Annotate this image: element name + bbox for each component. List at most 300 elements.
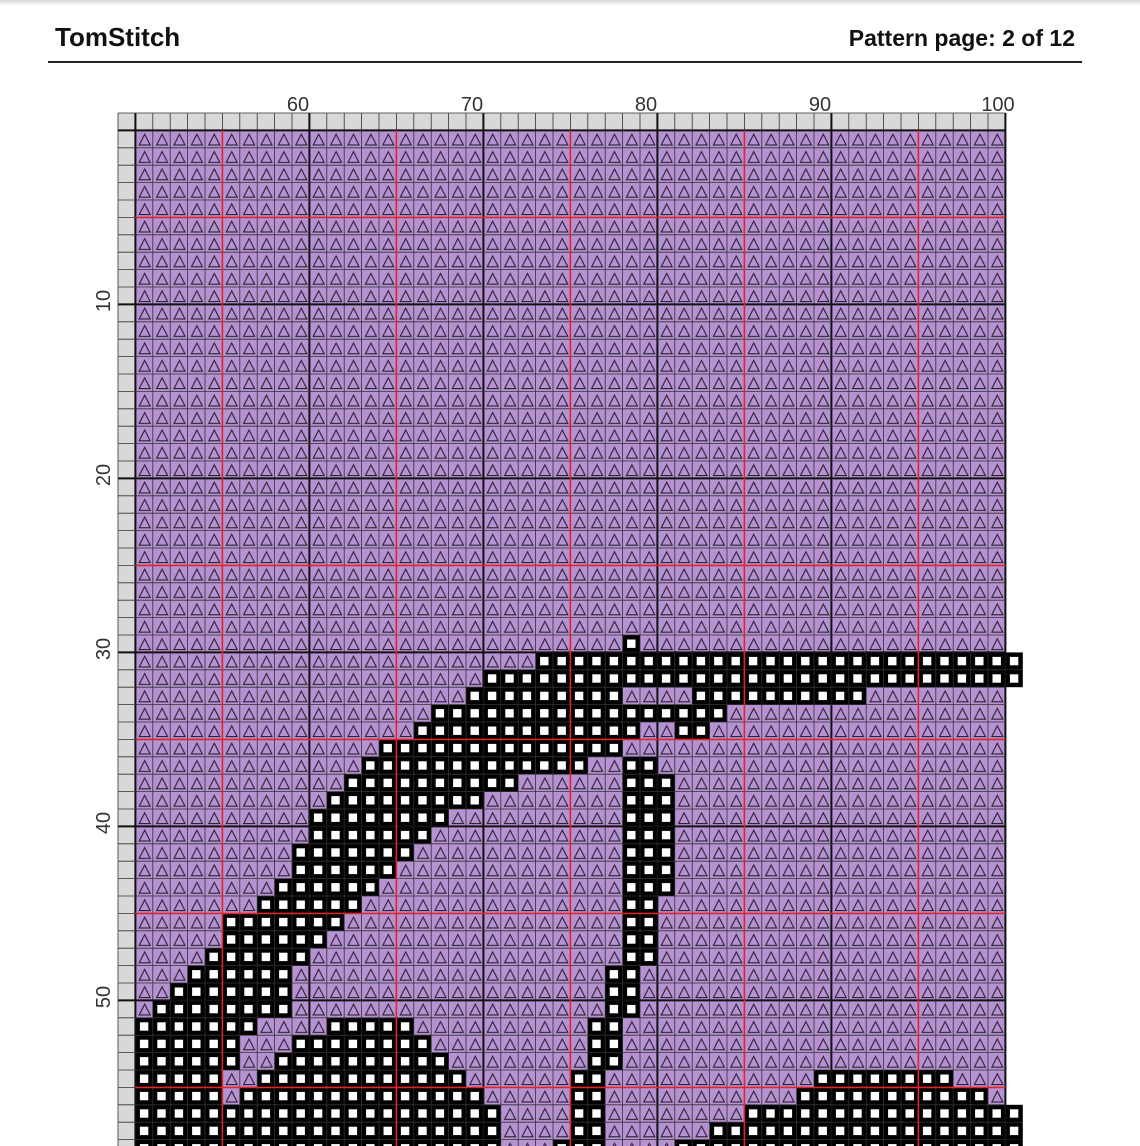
row-labels	[93, 290, 115, 1008]
pattern-stitch	[379, 1018, 396, 1035]
pattern-stitch	[275, 1140, 292, 1146]
pattern-stitch	[135, 1018, 152, 1035]
pattern-stitch	[275, 931, 292, 948]
pattern-stitch	[884, 1087, 901, 1104]
pattern-stitch	[762, 1105, 779, 1122]
pattern-stitch	[170, 1105, 187, 1122]
pattern-stitch	[953, 652, 970, 669]
pattern-stitch	[170, 1140, 187, 1146]
pattern-stitch	[396, 844, 413, 861]
column-label: 90	[808, 94, 832, 116]
pattern-stitch	[170, 1122, 187, 1139]
pattern-stitch	[936, 670, 953, 687]
pattern-stitch	[205, 1053, 222, 1070]
pattern-stitch	[396, 1087, 413, 1104]
pattern-stitch	[362, 1018, 379, 1035]
pattern-stitch	[240, 983, 257, 1000]
pattern-stitch	[309, 931, 326, 948]
pattern-stitch	[710, 1140, 727, 1146]
pattern-stitch	[570, 1122, 587, 1139]
pattern-stitch	[936, 1140, 953, 1146]
pattern-stitch	[779, 652, 796, 669]
pattern-stitch	[170, 1087, 187, 1104]
pattern-stitch	[292, 948, 309, 965]
pattern-stitch	[710, 687, 727, 704]
pattern-stitch	[901, 1070, 918, 1087]
pattern-stitch	[640, 826, 657, 843]
pattern-stitch	[692, 705, 709, 722]
pattern-stitch	[153, 1122, 170, 1139]
pattern-stitch	[153, 1018, 170, 1035]
pattern-stitch	[414, 722, 431, 739]
pattern-stitch	[396, 1035, 413, 1052]
pattern-stitch	[379, 1105, 396, 1122]
pattern-stitch	[396, 757, 413, 774]
pattern-stitch	[344, 809, 361, 826]
pattern-stitch	[483, 1122, 500, 1139]
pattern-stitch	[240, 1105, 257, 1122]
pattern-stitch	[414, 1070, 431, 1087]
pattern-stitch	[362, 879, 379, 896]
pattern-stitch	[396, 1053, 413, 1070]
pattern-stitch	[518, 670, 535, 687]
pattern-stitch	[605, 739, 622, 756]
pattern-stitch	[257, 966, 274, 983]
pattern-stitch	[188, 1000, 205, 1017]
pattern-stitch	[744, 687, 761, 704]
pattern-stitch	[466, 1122, 483, 1139]
pattern-stitch	[257, 1000, 274, 1017]
pattern-stitch	[135, 1087, 152, 1104]
pattern-stitch	[379, 1122, 396, 1139]
pattern-stitch	[431, 757, 448, 774]
pattern-stitch	[727, 687, 744, 704]
pattern-stitch	[570, 739, 587, 756]
pattern-stitch	[518, 757, 535, 774]
column-label: 80	[634, 94, 658, 116]
pattern-stitch	[971, 1105, 988, 1122]
pattern-stitch	[344, 1087, 361, 1104]
pattern-stitch	[396, 1070, 413, 1087]
column-label: 60	[286, 94, 310, 116]
pattern-stitch	[849, 1140, 866, 1146]
pattern-stitch	[188, 1035, 205, 1052]
pattern-stitch	[553, 687, 570, 704]
pattern-stitch	[309, 1053, 326, 1070]
pattern-stitch	[344, 1035, 361, 1052]
pattern-stitch	[623, 809, 640, 826]
pattern-stitch	[640, 652, 657, 669]
pattern-stitch	[292, 931, 309, 948]
pattern-stitch	[588, 1087, 605, 1104]
pattern-stitch	[188, 966, 205, 983]
pattern-stitch	[309, 826, 326, 843]
pattern-stitch	[744, 1122, 761, 1139]
pattern-stitch	[275, 879, 292, 896]
pattern-stitch	[623, 652, 640, 669]
pattern-stitch	[831, 687, 848, 704]
pattern-stitch	[396, 1122, 413, 1139]
pattern-stitch	[135, 1122, 152, 1139]
pattern-stitch	[344, 826, 361, 843]
pattern-stitch	[901, 670, 918, 687]
pattern-stitch	[640, 757, 657, 774]
pattern-stitch	[640, 774, 657, 791]
pattern-stitch	[884, 1105, 901, 1122]
pattern-stitch	[257, 931, 274, 948]
pattern-stitch	[762, 1122, 779, 1139]
pattern-stitch	[570, 1105, 587, 1122]
pattern-stitch	[901, 1105, 918, 1122]
pattern-stitch	[449, 774, 466, 791]
pattern-stitch	[605, 687, 622, 704]
pattern-stitch	[327, 792, 344, 809]
pattern-stitch	[918, 1122, 935, 1139]
pattern-stitch	[588, 1070, 605, 1087]
pattern-stitch	[205, 1087, 222, 1104]
pattern-stitch	[936, 1087, 953, 1104]
pattern-stitch	[344, 896, 361, 913]
pattern-stitch	[275, 1122, 292, 1139]
pattern-stitch	[222, 948, 239, 965]
pattern-stitch	[379, 826, 396, 843]
pattern-stitch	[379, 1087, 396, 1104]
pattern-stitch	[188, 1018, 205, 1035]
pattern-stitch	[640, 670, 657, 687]
pattern-stitch	[640, 913, 657, 930]
pattern-stitch	[205, 1122, 222, 1139]
pattern-stitch	[222, 983, 239, 1000]
pattern-stitch	[570, 670, 587, 687]
pattern-stitch	[640, 879, 657, 896]
pattern-stitch	[466, 792, 483, 809]
pattern-stitch	[692, 670, 709, 687]
pattern-stitch	[153, 1105, 170, 1122]
pattern-stitch	[396, 1140, 413, 1146]
pattern-stitch	[327, 1105, 344, 1122]
pattern-stitch	[710, 1122, 727, 1139]
pattern-stitch	[536, 739, 553, 756]
pattern-stitch	[309, 1070, 326, 1087]
pattern-stitch	[605, 966, 622, 983]
margin-column	[118, 113, 135, 1146]
pattern-stitch	[657, 879, 674, 896]
pattern-stitch	[257, 1105, 274, 1122]
pattern-stitch	[797, 1122, 814, 1139]
pattern-stitch	[205, 966, 222, 983]
pattern-stitch	[327, 1035, 344, 1052]
pattern-stitch	[918, 1087, 935, 1104]
pattern-stitch	[797, 652, 814, 669]
pattern-stitch	[953, 1087, 970, 1104]
pattern-stitch	[623, 670, 640, 687]
pattern-stitch	[275, 1070, 292, 1087]
pattern-stitch	[884, 1140, 901, 1146]
pattern-stitch	[379, 844, 396, 861]
pattern-stitch	[396, 1105, 413, 1122]
pattern-stitch	[240, 931, 257, 948]
pattern-stitch	[657, 652, 674, 669]
pattern-stitch	[327, 809, 344, 826]
pattern-stitch	[779, 687, 796, 704]
pattern-stitch	[344, 861, 361, 878]
pattern-stitch	[849, 1105, 866, 1122]
pattern-stitch	[205, 948, 222, 965]
pattern-stitch	[431, 1070, 448, 1087]
pattern-stitch	[570, 1070, 587, 1087]
pattern-stitch	[605, 670, 622, 687]
pattern-stitch	[431, 1140, 448, 1146]
pattern-stitch	[344, 792, 361, 809]
pattern-stitch	[414, 1053, 431, 1070]
pattern-stitch	[570, 1087, 587, 1104]
pattern-stitch	[988, 1140, 1005, 1146]
pattern-stitch	[710, 705, 727, 722]
pattern-stitch	[744, 670, 761, 687]
pattern-stitch	[466, 757, 483, 774]
pattern-stitch	[205, 1035, 222, 1052]
pattern-stitch	[623, 879, 640, 896]
pattern-stitch	[466, 1105, 483, 1122]
pattern-stitch	[292, 844, 309, 861]
pattern-stitch	[640, 792, 657, 809]
pattern-stitch	[814, 670, 831, 687]
pattern-stitch	[936, 652, 953, 669]
pattern-stitch	[257, 1140, 274, 1146]
pattern-stitch	[605, 1000, 622, 1017]
pattern-stitch	[153, 1000, 170, 1017]
pattern-stitch	[657, 774, 674, 791]
pattern-stitch	[449, 757, 466, 774]
pattern-stitch	[483, 670, 500, 687]
pattern-stitch	[849, 1070, 866, 1087]
pattern-stitch	[222, 1053, 239, 1070]
pattern-stitch	[483, 1105, 500, 1122]
pattern-stitch	[170, 1035, 187, 1052]
pattern-stitch	[849, 687, 866, 704]
pattern-stitch	[588, 1035, 605, 1052]
pattern-stitch	[727, 670, 744, 687]
pattern-stitch	[222, 966, 239, 983]
pattern-stitch	[501, 757, 518, 774]
pattern-stitch	[431, 1122, 448, 1139]
pattern-stitch	[953, 1122, 970, 1139]
pattern-stitch	[588, 722, 605, 739]
pattern-stitch	[257, 1070, 274, 1087]
pattern-stitch	[153, 1087, 170, 1104]
pattern-stitch	[727, 1122, 744, 1139]
pattern-stitch	[675, 670, 692, 687]
pattern-stitch	[449, 739, 466, 756]
pattern-stitch	[362, 1122, 379, 1139]
pattern-stitch	[275, 1000, 292, 1017]
pattern-stitch	[797, 670, 814, 687]
pattern-stitch	[814, 652, 831, 669]
pattern-stitch	[327, 879, 344, 896]
pattern-stitch	[692, 652, 709, 669]
pattern-stitch	[623, 948, 640, 965]
pattern-stitch	[866, 1122, 883, 1139]
pattern-stitch	[831, 652, 848, 669]
pattern-stitch	[501, 670, 518, 687]
pattern-stitch	[222, 1105, 239, 1122]
pattern-stitch	[240, 1087, 257, 1104]
pattern-stitch	[466, 774, 483, 791]
pattern-stitch	[309, 879, 326, 896]
pattern-stitch	[657, 861, 674, 878]
pattern-stitch	[449, 792, 466, 809]
pattern-stitch	[379, 861, 396, 878]
pattern-stitch	[362, 826, 379, 843]
pattern-stitch	[466, 1140, 483, 1146]
pattern-stitch	[275, 1087, 292, 1104]
pattern-stitch	[431, 809, 448, 826]
pattern-stitch	[501, 739, 518, 756]
pattern-stitch	[327, 913, 344, 930]
pattern-stitch	[849, 1087, 866, 1104]
pattern-stitch	[884, 1122, 901, 1139]
pattern-stitch	[379, 1035, 396, 1052]
pattern-stitch	[518, 722, 535, 739]
pattern-stitch	[518, 739, 535, 756]
pattern-stitch	[553, 757, 570, 774]
pattern-stitch	[414, 1105, 431, 1122]
pattern-stitch	[901, 1087, 918, 1104]
pattern-stitch	[536, 670, 553, 687]
pattern-stitch	[901, 1122, 918, 1139]
pattern-stitch	[518, 687, 535, 704]
margin-row	[118, 113, 1005, 130]
row-label: 40	[93, 811, 115, 835]
pattern-stitch	[449, 1105, 466, 1122]
pattern-stitch	[257, 948, 274, 965]
pattern-stitch	[309, 861, 326, 878]
pattern-stitch	[222, 931, 239, 948]
pattern-stitch	[275, 913, 292, 930]
pattern-stitch	[657, 670, 674, 687]
pattern-stitch	[344, 844, 361, 861]
pattern-stitch	[762, 1140, 779, 1146]
pattern-stitch	[797, 1140, 814, 1146]
pattern-stitch	[518, 705, 535, 722]
pattern-stitch	[570, 652, 587, 669]
pattern-stitch	[275, 948, 292, 965]
pattern-stitch	[205, 1070, 222, 1087]
pattern-stitch	[814, 1140, 831, 1146]
pattern-stitch	[553, 722, 570, 739]
pattern-stitch	[936, 1070, 953, 1087]
pattern-stitch	[309, 1035, 326, 1052]
pattern-stitch	[483, 774, 500, 791]
pattern-stitch	[779, 1140, 796, 1146]
pattern-stitch	[188, 983, 205, 1000]
pattern-stitch	[588, 1105, 605, 1122]
pattern-stitch	[170, 1000, 187, 1017]
pattern-stitch	[309, 1122, 326, 1139]
pattern-stitch	[605, 983, 622, 1000]
pattern-stitch	[344, 1122, 361, 1139]
pattern-stitch	[222, 913, 239, 930]
brand-title: TomStitch	[55, 22, 181, 52]
pattern-stitch	[623, 844, 640, 861]
pattern-stitch	[692, 687, 709, 704]
pattern-stitch	[153, 1140, 170, 1146]
pattern-stitch	[362, 1035, 379, 1052]
pattern-stitch	[431, 1087, 448, 1104]
pattern-stitch	[362, 1140, 379, 1146]
pattern-stitch	[623, 861, 640, 878]
pattern-stitch	[623, 792, 640, 809]
pattern-stitch	[344, 1070, 361, 1087]
pattern-stitch	[135, 1070, 152, 1087]
pattern-stitch	[240, 1122, 257, 1139]
pattern-stitch	[588, 1122, 605, 1139]
pattern-stitch	[344, 879, 361, 896]
pattern-stitch	[205, 1105, 222, 1122]
pattern-stitch	[901, 652, 918, 669]
pattern-stitch	[501, 722, 518, 739]
pattern-stitch	[692, 1140, 709, 1146]
pattern-stitch	[327, 1018, 344, 1035]
pattern-stitch	[344, 1018, 361, 1035]
pattern-stitch	[1005, 670, 1022, 687]
pattern-stitch	[849, 1122, 866, 1139]
pattern-stitch	[275, 966, 292, 983]
pattern-stitch	[292, 1070, 309, 1087]
pattern-stitch	[379, 739, 396, 756]
pattern-stitch	[240, 1140, 257, 1146]
pattern-stitch	[831, 1105, 848, 1122]
pattern-stitch	[779, 1105, 796, 1122]
pattern-stitch	[675, 705, 692, 722]
pattern-stitch	[222, 1018, 239, 1035]
pattern-stitch	[466, 1087, 483, 1104]
pattern-stitch	[918, 1070, 935, 1087]
pattern-stitch	[170, 983, 187, 1000]
pattern-stitch	[1005, 1140, 1022, 1146]
pattern-stitch	[570, 757, 587, 774]
pattern-stitch	[222, 1000, 239, 1017]
pattern-stitch	[640, 931, 657, 948]
pattern-stitch	[327, 1070, 344, 1087]
pattern-stitch	[362, 809, 379, 826]
pattern-stitch	[414, 739, 431, 756]
pattern-stitch	[205, 983, 222, 1000]
pattern-stitch	[884, 652, 901, 669]
pattern-stitch	[292, 896, 309, 913]
pattern-stitch	[379, 792, 396, 809]
pattern-stitch	[831, 670, 848, 687]
pattern-stitch	[205, 1000, 222, 1017]
pattern-stitch	[762, 687, 779, 704]
pattern-stitch	[779, 670, 796, 687]
pattern-stitch	[623, 826, 640, 843]
pattern-stitch	[414, 809, 431, 826]
pattern-stitch	[292, 1087, 309, 1104]
pattern-stitch	[588, 1053, 605, 1070]
pattern-stitch	[327, 861, 344, 878]
pattern-stitch	[501, 687, 518, 704]
pattern-stitch	[309, 913, 326, 930]
pattern-stitch	[553, 1140, 570, 1146]
pattern-stitch	[640, 809, 657, 826]
pattern-stitch	[588, 705, 605, 722]
pattern-stitch	[501, 774, 518, 791]
pattern-stitch	[362, 861, 379, 878]
pattern-stitch	[953, 1105, 970, 1122]
pattern-stitch	[971, 670, 988, 687]
pattern-stitch	[362, 844, 379, 861]
